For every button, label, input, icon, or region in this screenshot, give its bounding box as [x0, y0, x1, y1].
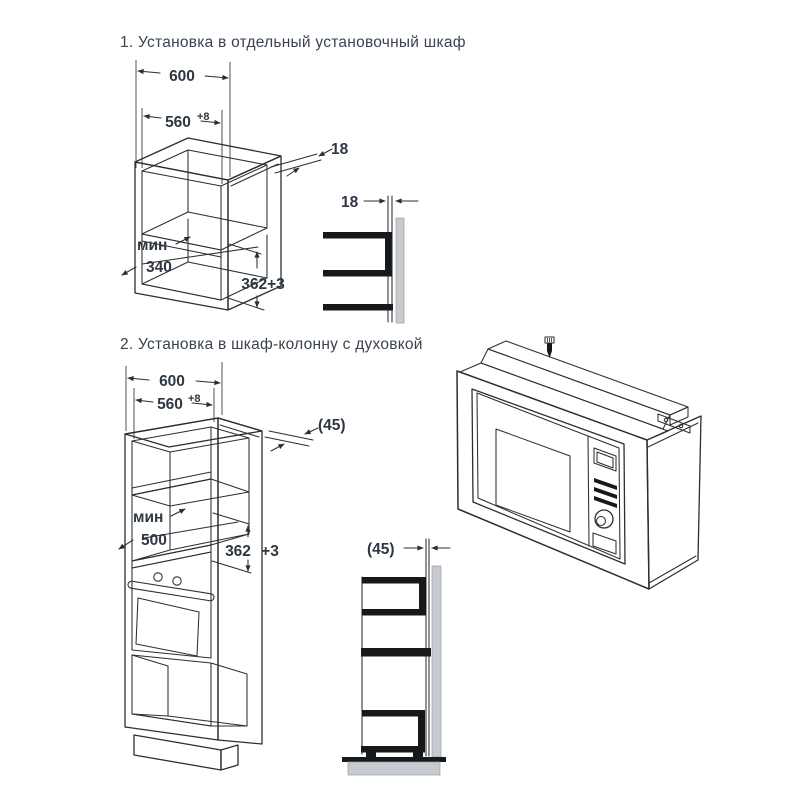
section2-column-cabinet-figure	[119, 362, 346, 770]
s2-min-label: мин	[133, 509, 164, 526]
microwave-button	[593, 533, 616, 554]
s2-dim-560-sup-label: +8	[188, 393, 201, 405]
s1-dim-340-label: 340	[146, 259, 172, 276]
section1-isometric-cabinet-figure	[122, 60, 349, 310]
microwave-knob	[595, 510, 613, 528]
s2-dim-45-side-label: (45)	[367, 541, 395, 558]
section1-title: 1. Установка в отдельный установочный шкаф	[120, 34, 466, 51]
s1-dim-362-label: 362+3	[241, 276, 285, 293]
s1-dim-18-side-label: 18	[341, 194, 359, 211]
s2-dim-500-label: 500	[141, 532, 167, 549]
microwave-3d-figure	[457, 337, 701, 589]
s1-dim-560-label: 560	[165, 114, 191, 131]
section2-title: 2. Установка в шкаф-колонну с духовкой	[120, 336, 423, 353]
s2-dim-362-label: 362	[225, 543, 251, 560]
s1-min-label: мин	[137, 237, 168, 254]
microwave-control-panel	[588, 436, 617, 554]
s1-dim-18-iso-label: 18	[331, 141, 349, 158]
s1-dim-600-label: 600	[169, 68, 195, 85]
s2-dim-600-label: 600	[159, 373, 185, 390]
s2-dim-362-tol-label: +3	[261, 543, 279, 560]
oven-window	[136, 598, 199, 656]
s1-dim-560-sup-label: +8	[197, 111, 210, 123]
oven-figure	[127, 552, 214, 658]
section1-side-profile-figure	[323, 194, 418, 323]
s2-dim-45-iso-label: (45)	[318, 417, 346, 434]
s2-dim-560-label: 560	[157, 396, 183, 413]
screw-icon	[545, 337, 554, 358]
section2-side-profile-figure	[342, 539, 450, 775]
